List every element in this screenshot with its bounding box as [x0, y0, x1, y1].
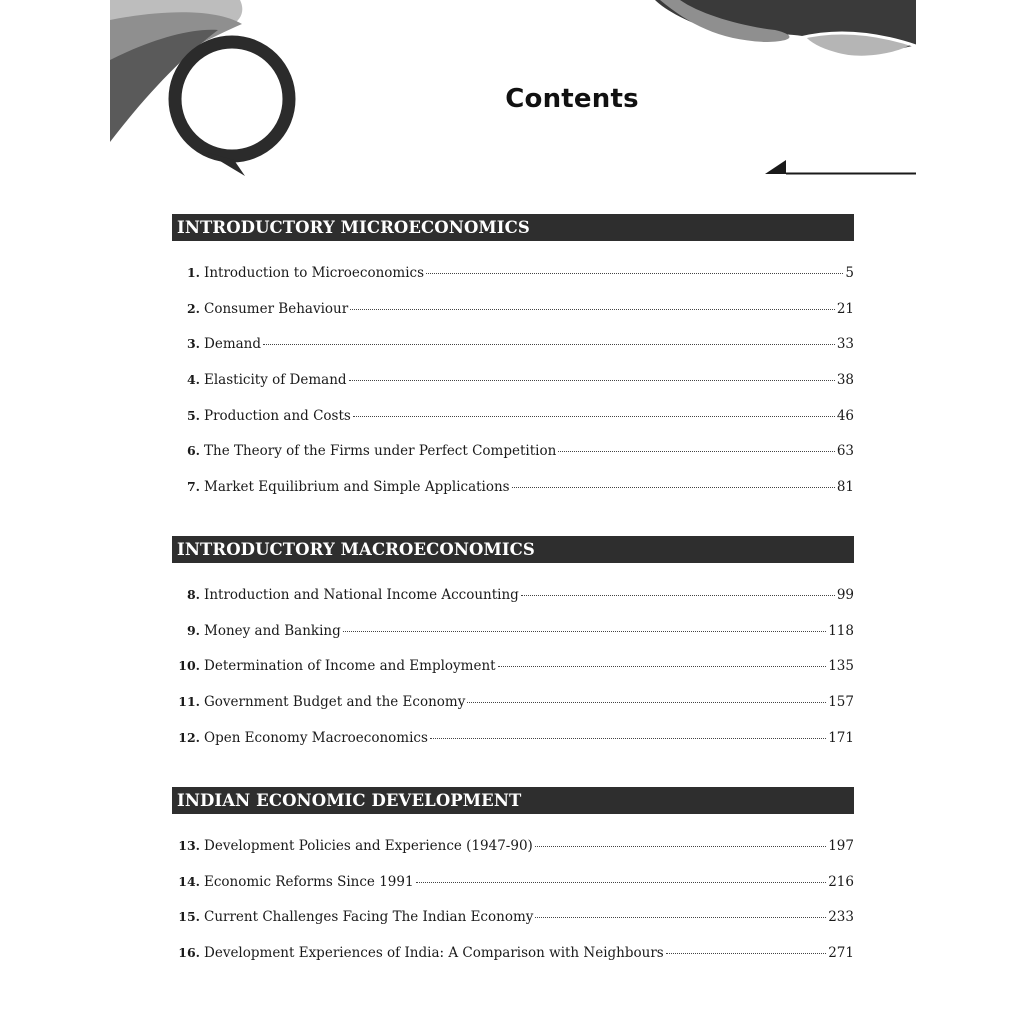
page-number: 21: [836, 300, 854, 317]
chapter-number: 1.: [186, 265, 200, 280]
chapter-number: 14.: [178, 873, 200, 889]
toc-entry[interactable]: [172, 658, 854, 694]
dot-leader: [416, 882, 827, 883]
chapter-title: Production and Costs: [204, 407, 351, 424]
chapter-title: Market Equilibrium and Simple Applications: [204, 479, 510, 496]
toc-entry[interactable]: [172, 265, 854, 301]
page-number: 63: [836, 443, 854, 460]
toc-entry-list: [172, 587, 854, 765]
dot-leader: [426, 273, 843, 274]
chapter-title: The Theory of the Firms under Perfect Competition: [204, 443, 557, 460]
toc-entry[interactable]: [172, 694, 854, 730]
toc-entry[interactable]: [172, 909, 854, 945]
toc-entry[interactable]: [172, 443, 854, 479]
top-right-wave-graphic: [640, 0, 916, 56]
dot-leader: [263, 344, 835, 345]
toc-entry[interactable]: [172, 372, 854, 408]
chapter-number: 15.: [178, 909, 200, 925]
chapter-title: Consumer Behaviour: [204, 300, 349, 317]
page-number: 33: [836, 336, 854, 353]
chapter-number: 9.: [186, 622, 200, 638]
page-number: 38: [836, 372, 854, 389]
dot-leader: [353, 416, 835, 417]
chapter-title: Money and Banking: [204, 622, 341, 639]
page-number: 157: [828, 694, 854, 711]
toc-entry[interactable]: [172, 301, 854, 337]
toc-section: [172, 787, 854, 981]
title-rule-graphic: [765, 160, 916, 174]
page-number: 118: [828, 622, 854, 639]
dot-leader: [467, 702, 826, 703]
page-number: 99: [836, 587, 854, 603]
dot-leader: [535, 917, 826, 918]
chapter-number: 3.: [186, 336, 200, 352]
chapter-number: 6.: [186, 443, 200, 459]
section-heading: INTRODUCTORY MICROECONOMICS: [172, 214, 854, 241]
chapter-number: 7.: [186, 479, 200, 495]
chapter-number: 12.: [178, 729, 200, 745]
chapter-number: 5.: [186, 407, 200, 423]
toc-section: [172, 214, 854, 515]
page-number: 5: [845, 265, 854, 281]
page-title: Contents: [505, 84, 639, 114]
toc-entry[interactable]: [172, 336, 854, 372]
toc-entry[interactable]: [172, 479, 854, 515]
chapter-title: Determination of Income and Employment: [204, 658, 496, 675]
toc-entry[interactable]: [172, 874, 854, 910]
section-heading: INTRODUCTORY MACROECONOMICS: [172, 536, 854, 563]
chapter-number: 13.: [178, 838, 200, 853]
toc-entry[interactable]: [172, 730, 854, 766]
chapter-number: 11.: [178, 694, 200, 710]
chapter-title: Development Experiences of India: A Comparison with Neighbours: [204, 945, 664, 962]
chapter-title: Demand: [204, 336, 261, 353]
chapter-title: Economic Reforms Since 1991: [204, 873, 414, 890]
dot-leader: [350, 309, 835, 310]
chapter-number: 8.: [186, 587, 200, 602]
toc-entry[interactable]: [172, 408, 854, 444]
chapter-number: 10.: [178, 658, 200, 674]
dot-leader: [430, 738, 826, 739]
dot-leader: [535, 846, 826, 847]
dot-leader: [558, 451, 835, 452]
top-left-wave-graphic: [110, 0, 242, 142]
toc-section: [172, 536, 854, 765]
chapter-number: 4.: [186, 372, 200, 388]
dot-leader: [349, 380, 835, 381]
dot-leader: [512, 487, 835, 488]
dot-leader: [521, 595, 835, 596]
dot-leader: [666, 953, 827, 954]
chapter-title: Open Economy Macroeconomics: [204, 729, 428, 746]
toc-entry[interactable]: [172, 623, 854, 659]
chapter-title: Development Policies and Experience (1947-90): [204, 838, 533, 854]
page-number: 46: [836, 407, 854, 424]
chapter-title: Current Challenges Facing The Indian Economy: [204, 909, 534, 926]
toc-entry-list: [172, 265, 854, 515]
toc-entry[interactable]: [172, 587, 854, 623]
chapter-title: Introduction to Microeconomics: [204, 265, 425, 281]
page-number: 233: [828, 909, 854, 926]
page-number: 171: [828, 729, 854, 746]
chapter-number: 2.: [186, 300, 200, 316]
chapter-number: 16.: [178, 945, 200, 961]
dot-leader: [343, 631, 826, 632]
chapter-title: Elasticity of Demand: [204, 372, 347, 389]
page-number: 271: [828, 945, 854, 962]
chapter-title: Government Budget and the Economy: [204, 694, 466, 711]
dot-leader: [498, 666, 827, 667]
page-number: 197: [828, 838, 854, 854]
page-number: 216: [828, 873, 854, 890]
section-heading: INDIAN ECONOMIC DEVELOPMENT: [172, 787, 854, 814]
toc-entry[interactable]: [172, 945, 854, 981]
chapter-title: Introduction and National Income Accounting: [204, 587, 519, 603]
page-number: 135: [828, 658, 854, 675]
toc-entry-list: [172, 838, 854, 981]
page-number: 81: [836, 479, 854, 496]
toc-entry[interactable]: [172, 838, 854, 874]
